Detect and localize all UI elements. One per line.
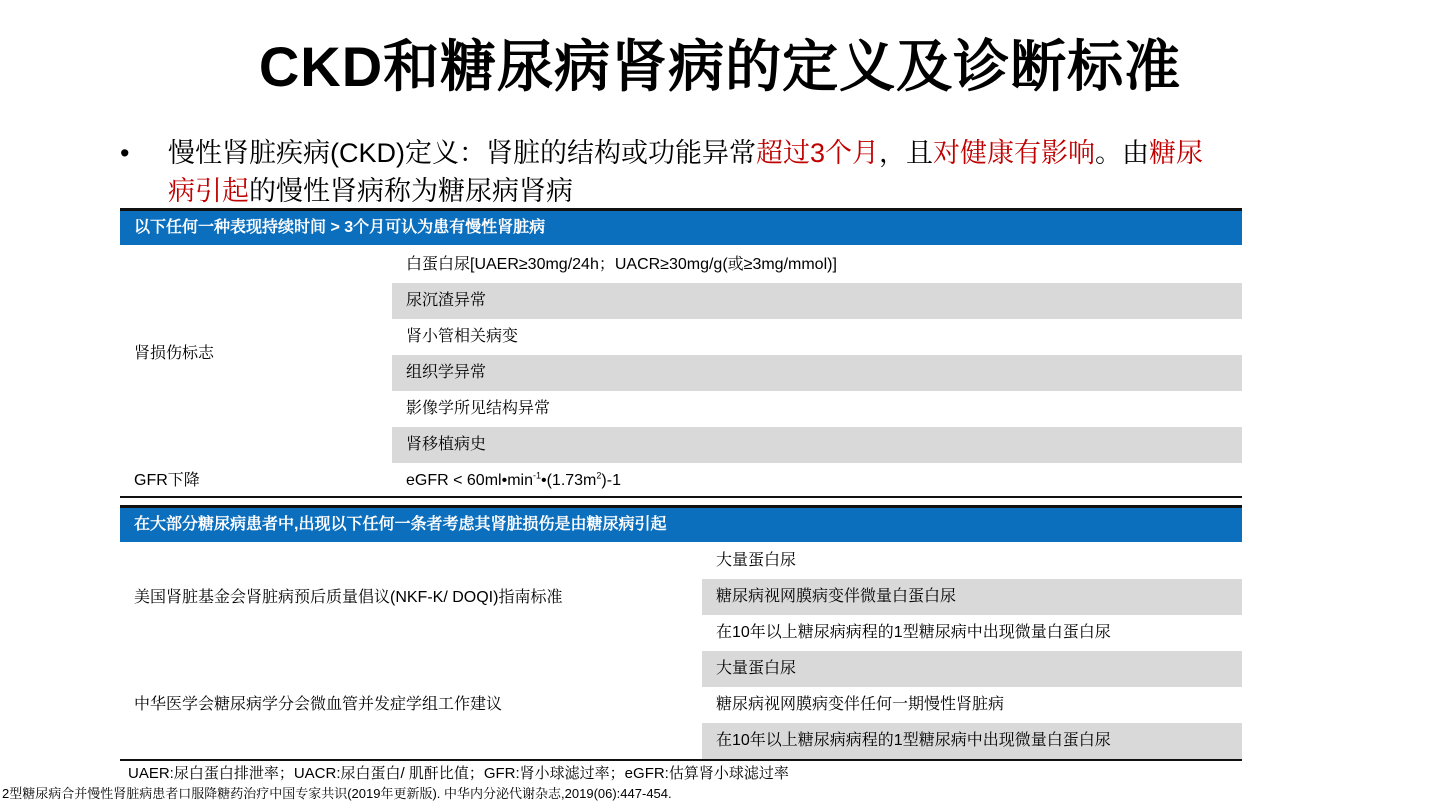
table-row: 大量蛋白尿 (716, 552, 797, 569)
nkf-guideline-label: 美国肾脏基金会肾脏病预后质量倡议(NKF-K/ DOQI)指南标准 (134, 589, 563, 606)
gfr-exponent-1: -1 (532, 470, 541, 481)
definition-text (168, 134, 1228, 210)
table-row: 大量蛋白尿 (702, 651, 1242, 687)
table-bottom-rule (120, 759, 1242, 761)
table-bottom-rule (120, 496, 1242, 498)
gfr-exponent-2: 2 (596, 470, 602, 481)
ckd-table-header: 以下任何一种表现持续时间 > 3个月可认为患有慢性肾脏病 (120, 211, 1242, 245)
dkd-table-header: 在大部分糖尿病患者中,出现以下任何一条者考虑其肾脏损伤是由糖尿病引起 (120, 508, 1242, 542)
table-row: 影像学所见结构异常 (406, 400, 551, 417)
page-title: CKD和糖尿病肾病的定义及诊断标准 (258, 35, 1182, 98)
kidney-damage-label: 肾损伤标志 (134, 345, 215, 362)
table-row: 糖尿病视网膜病变伴任何一期慢性肾脏病 (716, 696, 1005, 713)
definition-seg7: 的慢性肾病称为糖尿病肾病 (249, 176, 573, 206)
bullet-marker: • (120, 138, 130, 168)
cds-recommendation-label: 中华医学会糖尿病学分会微血管并发症学组工作建议 (134, 696, 503, 713)
definition-highlight-cause: 糖尿病引起 (168, 138, 1204, 206)
definition-highlight-health: 对健康有影响 (933, 138, 1096, 168)
gfr-value (392, 463, 1242, 499)
definition-seg3: ，且 (879, 138, 934, 168)
table-row: 在10年以上糖尿病病程的1型糖尿病中出现微量白蛋白尿 (716, 624, 1111, 641)
gfr-label: GFR下降 (134, 472, 200, 489)
table-row: 肾小管相关病变 (406, 328, 519, 345)
dkd-criteria-table (120, 505, 1242, 761)
definition-seg5: 。由 (1095, 138, 1150, 168)
table-row: 糖尿病视网膜病变伴微量白蛋白尿 (702, 579, 1242, 615)
table-row: 白蛋白尿[UAER≥30mg/24h；UACR≥30mg/g(或≥3mg/mmol)] (406, 256, 837, 273)
table-row: 组织学异常 (392, 355, 1242, 391)
definition-seg1: 慢性肾脏疾病(CKD)定义：肾脏的结构或功能异常 (168, 138, 756, 168)
table-row: 在10年以上糖尿病病程的1型糖尿病中出现微量白蛋白尿 (702, 723, 1242, 759)
reference-citation: 2型糖尿病合并慢性肾脏病患者口服降糖药治疗中国专家共识(2019年更新版). 中华内分泌代谢杂志,2019(06):447-454. (2, 786, 672, 801)
gfr-value-text: •(1.73m (540, 472, 597, 489)
gfr-value-text: )-1 (601, 472, 621, 489)
table-row: 尿沉渣异常 (392, 283, 1242, 319)
ckd-criteria-table (120, 208, 1242, 498)
definition-highlight-duration: 超过3个月 (756, 138, 880, 168)
gfr-value-text: eGFR < 60ml•min (406, 472, 533, 489)
table-row: 肾移植病史 (392, 427, 1242, 463)
abbreviation-footnote: UAER:尿白蛋白排泄率；UACR:尿白蛋白/ 肌酐比值；GFR:肾小球滤过率；eGFR:估算肾小球滤过率 (128, 765, 789, 782)
